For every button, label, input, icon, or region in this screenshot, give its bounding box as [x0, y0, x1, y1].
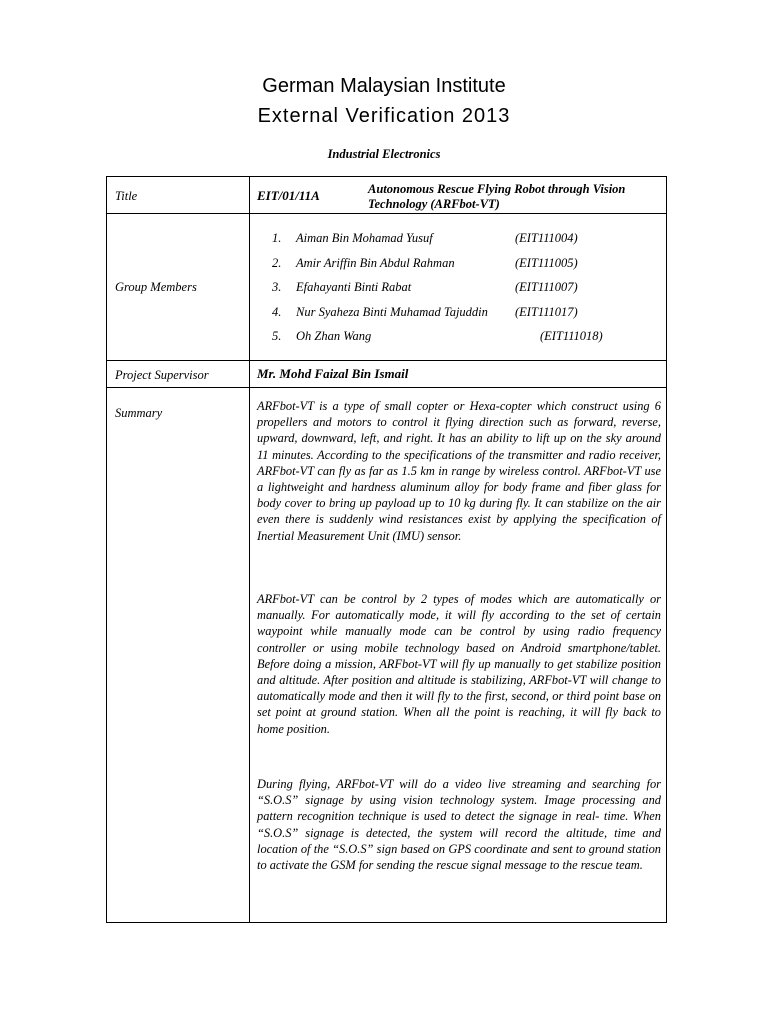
institute-title: German Malaysian Institute [262, 75, 506, 97]
member-id: (EIT111017) [515, 304, 578, 319]
member-id: (EIT111018) [540, 329, 603, 343]
department-subtitle: Industrial Electronics [327, 147, 441, 161]
member-number: 5. [272, 329, 282, 343]
member-number: 1. [272, 231, 282, 245]
member-id: (EIT111005) [515, 255, 578, 270]
event-title: External Verification 2013 [257, 105, 511, 127]
row-divider-supervisor [107, 387, 666, 388]
summary-label: Summary [115, 406, 163, 420]
row-divider-members [107, 360, 666, 361]
title-label: Title [115, 189, 138, 203]
supervisor-name: Mr. Mohd Faizal Bin Ismail [257, 366, 409, 381]
member-id: (EIT111004) [515, 231, 578, 245]
summary-paragraph-2: ARFbot-VT can be control by 2 types of modes which are automatically or manually. For automatically mode, it will fly according to the set of certain waypoint while manually mode can be control by using radio frequency controller or using mobile technology based on Android smartphone/tablet. Before doing a mission, ARFbot-VT will fly up manually to get stabilize position and altitude. After position and altitude is stabilizing, ARFbot-VT will change to automatically mode and then it will fly to the first, second, or third point base on set point at ground station. When all the point is reaching, it will fly back to home position. [257, 592, 661, 736]
member-number: 3. [272, 280, 282, 294]
project-title: Autonomous Rescue Flying Robot through Vision Technology (ARFbot-VT) [368, 182, 626, 211]
member-item [272, 255, 632, 280]
summary-paragraph-3: During flying, ARFbot-VT will do a video live streaming and searching for “S.O.S” signage by using vision technology system. Image processing and pattern recognition technique is used to detect the signage in real- time. When “S.O.S” signage is detected, the system will record the altitude, time and location of the “S.O.S” sign based on GPS coordinate and sent to ground station to activate the GSM for sending the rescue signal message to the rescue team. [257, 777, 661, 873]
member-number: 4. [272, 304, 282, 319]
member-name: Nur Syaheza Binti Muhamad Tajuddin [296, 304, 488, 319]
summary-paragraph-1: ARFbot-VT is a type of small copter or Hexa-copter which construct using 6 propellers and motors to control it flying direction such as forward, reverse, upward, downward, left, and right. It has an ability to lift up on the sky around 11 minutes. According to the specifications of the transmitter and radio receiver, ARFbot-VT can fly as far as 1.5 km in range by wireless control. ARFbot-VT use a lightweight and hardness aluminum alloy for body frame and fiber glass for body cover to bring up payload up to 10 kg during fly. It can stabilize on the air even there is suddenly wind resistances exist by applying the specification of Inertial Measurement Unit (IMU) sensor. [257, 399, 661, 543]
member-name: Amir Ariffin Bin Abdul Rahman [296, 255, 455, 270]
member-id: (EIT111007) [515, 280, 578, 294]
member-name: Efahayanti Binti Rabat [296, 280, 412, 294]
member-item [272, 328, 632, 353]
member-name: Aiman Bin Mohamad Yusuf [296, 231, 433, 245]
project-table [106, 176, 667, 923]
supervisor-label: Project Supervisor [115, 368, 209, 382]
member-item [272, 279, 632, 304]
member-item [272, 230, 632, 255]
members-label: Group Members [115, 280, 197, 294]
members-list [272, 230, 632, 353]
member-number: 2. [272, 255, 282, 270]
column-divider [249, 177, 250, 922]
member-item [272, 304, 632, 329]
project-code: EIT/01/11A [257, 188, 320, 203]
row-divider-title [107, 213, 666, 214]
member-name: Oh Zhan Wang [296, 329, 372, 343]
